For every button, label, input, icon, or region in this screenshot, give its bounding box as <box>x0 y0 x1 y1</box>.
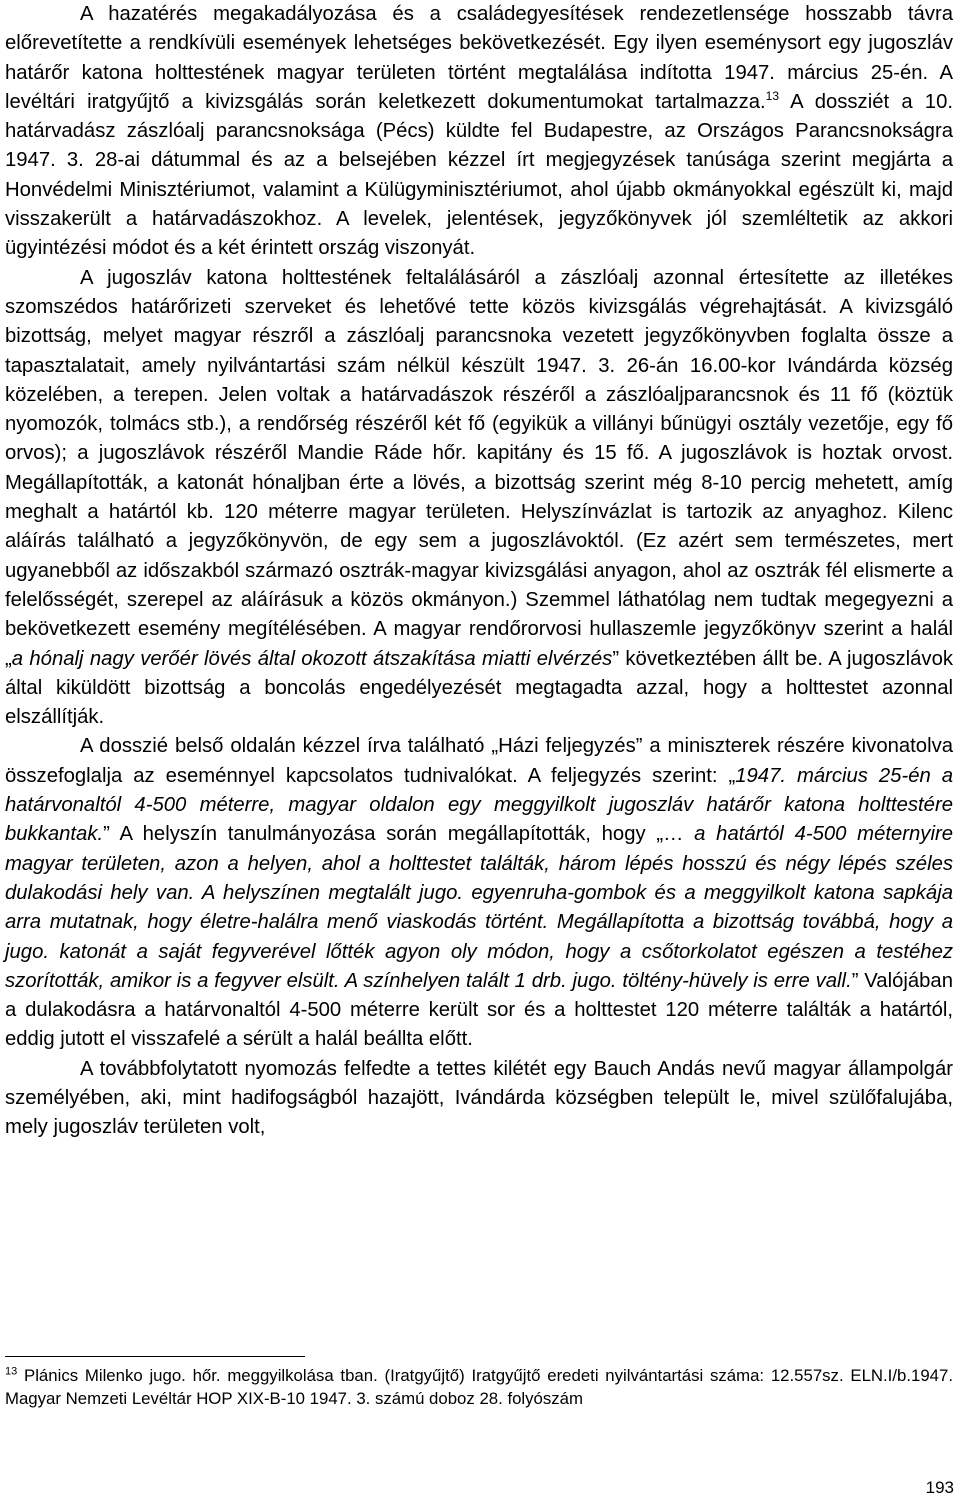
footnote-separator <box>5 1356 305 1357</box>
footnote-reference: 13 <box>765 89 780 104</box>
paragraph-3-quote-1: 1947. március 25-én a határvonaltól 4-500 méterre, magyar oldalon egy meggyilkolt jugoszláv határőr katona holttestére bukkantak. <box>5 764 953 846</box>
paragraph-3-text-e: ” Valójában a dulakodásra a határvonaltól 4-500 méterre került sor és a holttestet 120 méterre találták a határtól, eddig jutott el visszafelé a sérült a halál beálltа előtt. <box>5 969 953 1051</box>
paragraph-3-text-a: A dosszié belső oldalán kézzel írva található „Házi feljegyzés” a miniszterek részére kivonatolva összefoglalja az eseménnyel kapcsolatos tudnivalókat. A feljegyzés szerint: „ <box>5 735 953 787</box>
paragraph-4 <box>5 1055 953 1143</box>
paragraph-3 <box>5 732 953 1054</box>
footnote-text: Plánics Milenko jugo. hőr. meggyilkolása tban. (Iratgyűjtő) Iratgyűjtő eredeti nyilvántartási száma: 12.557sz. ELN.I/b.1947. Magyar Nemzeti Levéltár HOP XIX-B-10 1947. 3. számú doboz 28. folyószám <box>5 1366 953 1408</box>
paragraph-3-quote-2: a határtól 4-500 méternyire magyar területen, azon a helyen, ahol a holttestet találták, három lépés hosszú és négy lépés széles dulakodási hely van. A helyszínen megtalált jugo. egyenruha-gombok és a meggyilkolt katona sapkája arra mutatnak, hogy életre-halálra menő viaskodás történt. Megállapította a bizottság továbbá, hogy a jugo. katonát a saját fegyverével lőtték agyon oly módon, hogy a csőtorkolatot egészen a testéhez szorították, amikor is a fegyver elsült. A színhelyen talált 1 drb. jugo. töltény-hüvely is erre vall. <box>5 823 953 992</box>
page-number: 193 <box>925 1478 954 1497</box>
document-body <box>5 0 953 1143</box>
paragraph-2-text-a: A jugoszláv katona holttestének feltalálásáról a zászlóalj azonnal értesítette az illetékes szomszédos határőrizeti szerveket és lehetővé tette közös kivizsgálás végrehajtását. A kivizsgáló bizottság, melyet magyar részről a zászlóalj parancsnoka vezetett jegyzőkönyvben foglalta össze a tapasztalatait, amely nyilvántartási szám nélkül készült 1947. 3. 26-án 16.00-kor Ivándárda község közelében, a terepen. Jelen voltak a határvadászok részéről a zászlóaljparancsnok és 11 fő (köztük nyomozók, tolmács stb.), a rendőrség részéről két fő (egyikük a villányi bűnügyi osztály vezetője, egy fő orvos); a jugoszlávok részéről Mandie Ráde hőr. kapitány és 15 fő. A jugoszlávok is hoztak orvost. Megállapították, a katonát hónaljban érte a lövés, a bizottság szerint még 8-10 percig mehetett, amíg meghalt a határtól kb. 120 méterre magyar területen. Helyszínvázlat is tartozik az anyaghoz. Kilenc aláírás található a jegyzőkönyvön, de egy sem a jugoszlávoktól. (Ez azért sem természetes, mert ugyanebből az időszakból származó osztrák-magyar kivizsgálási anyagon, ahol az osztrák fél elismerte a felelősségét, szerepel az aláírásuk a közös okmányon.) Szemmel láthatólag nem tudtak megegyezni a bekövetkezett esemény megítélésében. A magyar rendőrorvosi hullaszemle jegyzőkönyv szerint a halál „ <box>5 266 953 670</box>
paragraph-2-quote: a hónalj nagy verőér lövés által okozott átszakítása miatti elvérzés <box>11 647 613 670</box>
paragraph-4-text: A továbbfolytatott nyomozás felfedte a tettes kilétét egy Bauch Andás nevű magyar állampolgár személyében, aki, mint hadifogságból hazajött, Ivándárda községben települt le, mivel szülőfalujába, mely jugoszláv területen volt, <box>5 1057 953 1139</box>
footnote <box>5 1364 953 1410</box>
paragraph-3-text-c: ” A helyszín tanulmányozása során megállapították, hogy „… <box>103 823 695 846</box>
paragraph-1-text-b: A dossziét a 10. határvadász zászlóalj parancsnoksága (Pécs) küldte fel Budapestre, az Országos Parancsnokságra 1947. 3. 28-ai dátummal és az a belsejében kézzel írt megjegyzések tanúsága szerint megjárta a Honvédelmi Minisztériumot, valamint a Külügyminisztériumot, ahol újabb okmányokkal egészült ki, majd visszakerült a határvadászokhoz. A levelek, jelentések, jegyzőkönyvek jól szemléltetik az akkori ügyintézési módot és a két érintett ország viszonyát. <box>5 90 953 260</box>
paragraph-2-text-c: ” következtében állt be. A jugoszlávok által kiküldött bizottság a boncolás engedélyezését megtagadta azzal, hogy a holttestet azonnal elszállítják. <box>5 647 953 729</box>
footnote-number: 13 <box>5 1365 18 1378</box>
paragraph-1 <box>5 0 953 264</box>
paragraph-1-text-a: A hazatérés megakadályozása és a családegyesítések rendezetlensége hosszabb távra előrevetítette a rendkívüli események lehetséges bekövetkezését. Egy ilyen eseménysort egy jugoszláv határőr katona holttestének magyar területen történt megtalálása indította 1947. március 25-én. A levéltári iratgyűjtő a kivizsgálás során keletkezett dokumentumokat tartalmazza. <box>5 3 953 113</box>
paragraph-2 <box>5 264 953 733</box>
